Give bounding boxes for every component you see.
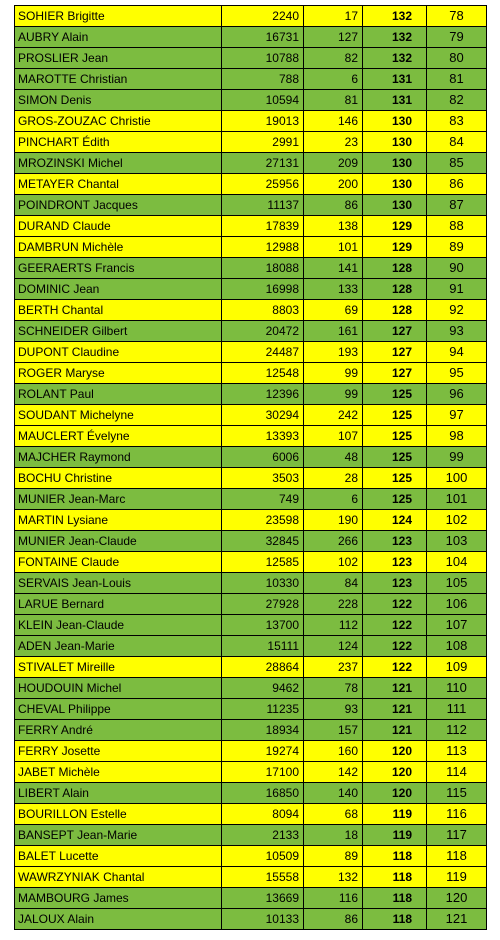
value-b-cell: 86 xyxy=(304,909,363,930)
value-a-cell: 11137 xyxy=(222,195,304,216)
rank-cell: 99 xyxy=(427,447,487,468)
value-b-cell: 17 xyxy=(304,6,363,27)
table-row xyxy=(15,783,487,804)
table-row xyxy=(15,363,487,384)
name-cell: SIMON Denis xyxy=(15,90,222,111)
name-cell: BERTH Chantal xyxy=(15,300,222,321)
value-a-cell: 16731 xyxy=(222,27,304,48)
rank-cell: 106 xyxy=(427,594,487,615)
value-a-cell: 27131 xyxy=(222,153,304,174)
table-row xyxy=(15,720,487,741)
value-b-cell: 86 xyxy=(304,195,363,216)
value-a-cell: 10594 xyxy=(222,90,304,111)
value-b-cell: 89 xyxy=(304,846,363,867)
score-cell: 130 xyxy=(363,174,427,195)
rank-cell: 89 xyxy=(427,237,487,258)
value-b-cell: 28 xyxy=(304,468,363,489)
value-b-cell: 160 xyxy=(304,741,363,762)
score-cell: 130 xyxy=(363,111,427,132)
score-cell: 121 xyxy=(363,720,427,741)
name-cell: MAUCLERT Évelyne xyxy=(15,426,222,447)
table-row xyxy=(15,153,487,174)
value-a-cell: 13669 xyxy=(222,888,304,909)
table-row xyxy=(15,384,487,405)
table-row xyxy=(15,888,487,909)
rank-cell: 104 xyxy=(427,552,487,573)
name-cell: MAMBOURG James xyxy=(15,888,222,909)
table-row xyxy=(15,111,487,132)
name-cell: CHEVAL Philippe xyxy=(15,699,222,720)
rank-cell: 86 xyxy=(427,174,487,195)
score-cell: 118 xyxy=(363,888,427,909)
value-a-cell: 9462 xyxy=(222,678,304,699)
table-row xyxy=(15,216,487,237)
rank-cell: 80 xyxy=(427,48,487,69)
value-b-cell: 242 xyxy=(304,405,363,426)
value-b-cell: 127 xyxy=(304,27,363,48)
score-cell: 123 xyxy=(363,552,427,573)
value-b-cell: 6 xyxy=(304,69,363,90)
name-cell: PROSLIER Jean xyxy=(15,48,222,69)
value-a-cell: 15111 xyxy=(222,636,304,657)
score-cell: 125 xyxy=(363,426,427,447)
value-a-cell: 18088 xyxy=(222,258,304,279)
table-row xyxy=(15,573,487,594)
score-cell: 123 xyxy=(363,573,427,594)
name-cell: GEERAERTS Francis xyxy=(15,258,222,279)
table-row xyxy=(15,657,487,678)
table-row xyxy=(15,741,487,762)
value-b-cell: 138 xyxy=(304,216,363,237)
rank-cell: 108 xyxy=(427,636,487,657)
score-cell: 127 xyxy=(363,321,427,342)
score-cell: 119 xyxy=(363,804,427,825)
score-cell: 120 xyxy=(363,762,427,783)
rank-cell: 88 xyxy=(427,216,487,237)
rank-cell: 87 xyxy=(427,195,487,216)
name-cell: LIBERT Alain xyxy=(15,783,222,804)
rank-cell: 85 xyxy=(427,153,487,174)
name-cell: ADEN Jean-Marie xyxy=(15,636,222,657)
value-a-cell: 8094 xyxy=(222,804,304,825)
score-cell: 118 xyxy=(363,846,427,867)
score-cell: 119 xyxy=(363,825,427,846)
rank-cell: 79 xyxy=(427,27,487,48)
value-b-cell: 18 xyxy=(304,825,363,846)
value-b-cell: 161 xyxy=(304,321,363,342)
value-b-cell: 266 xyxy=(304,531,363,552)
value-b-cell: 93 xyxy=(304,699,363,720)
score-cell: 129 xyxy=(363,237,427,258)
score-cell: 121 xyxy=(363,699,427,720)
name-cell: SOHIER Brigitte xyxy=(15,6,222,27)
score-cell: 132 xyxy=(363,6,427,27)
score-cell: 122 xyxy=(363,657,427,678)
value-b-cell: 48 xyxy=(304,447,363,468)
score-cell: 118 xyxy=(363,867,427,888)
rank-cell: 118 xyxy=(427,846,487,867)
rank-cell: 117 xyxy=(427,825,487,846)
rank-cell: 109 xyxy=(427,657,487,678)
name-cell: BALET Lucette xyxy=(15,846,222,867)
score-cell: 125 xyxy=(363,405,427,426)
value-b-cell: 190 xyxy=(304,510,363,531)
value-a-cell: 27928 xyxy=(222,594,304,615)
value-a-cell: 16998 xyxy=(222,279,304,300)
value-b-cell: 81 xyxy=(304,90,363,111)
table-row xyxy=(15,846,487,867)
name-cell: POINDRONT Jacques xyxy=(15,195,222,216)
value-a-cell: 19013 xyxy=(222,111,304,132)
value-b-cell: 209 xyxy=(304,153,363,174)
table-row xyxy=(15,6,487,27)
rank-cell: 96 xyxy=(427,384,487,405)
name-cell: WAWRZYNIAK Chantal xyxy=(15,867,222,888)
score-cell: 122 xyxy=(363,594,427,615)
value-a-cell: 30294 xyxy=(222,405,304,426)
value-a-cell: 788 xyxy=(222,69,304,90)
score-cell: 131 xyxy=(363,69,427,90)
value-a-cell: 15558 xyxy=(222,867,304,888)
table-row xyxy=(15,762,487,783)
value-a-cell: 23598 xyxy=(222,510,304,531)
table-row xyxy=(15,531,487,552)
rank-cell: 110 xyxy=(427,678,487,699)
table-row xyxy=(15,468,487,489)
value-b-cell: 132 xyxy=(304,867,363,888)
score-cell: 125 xyxy=(363,384,427,405)
value-b-cell: 23 xyxy=(304,132,363,153)
score-cell: 122 xyxy=(363,636,427,657)
table-row xyxy=(15,195,487,216)
name-cell: ROGER Maryse xyxy=(15,363,222,384)
name-cell: LARUE Bernard xyxy=(15,594,222,615)
name-cell: BOCHU Christine xyxy=(15,468,222,489)
value-b-cell: 146 xyxy=(304,111,363,132)
name-cell: HOUDOUIN Michel xyxy=(15,678,222,699)
rank-cell: 105 xyxy=(427,573,487,594)
rank-cell: 100 xyxy=(427,468,487,489)
rank-cell: 91 xyxy=(427,279,487,300)
name-cell: FONTAINE Claude xyxy=(15,552,222,573)
value-a-cell: 8803 xyxy=(222,300,304,321)
table-row xyxy=(15,90,487,111)
name-cell: MARTIN Lysiane xyxy=(15,510,222,531)
value-a-cell: 25956 xyxy=(222,174,304,195)
value-b-cell: 133 xyxy=(304,279,363,300)
name-cell: JALOUX Alain xyxy=(15,909,222,930)
name-cell: MAROTTE Christian xyxy=(15,69,222,90)
value-a-cell: 28864 xyxy=(222,657,304,678)
value-a-cell: 10788 xyxy=(222,48,304,69)
table-row xyxy=(15,867,487,888)
table-row xyxy=(15,237,487,258)
name-cell: FERRY Josette xyxy=(15,741,222,762)
table-row xyxy=(15,552,487,573)
value-a-cell: 2133 xyxy=(222,825,304,846)
value-a-cell: 13393 xyxy=(222,426,304,447)
name-cell: DOMINIC Jean xyxy=(15,279,222,300)
rank-cell: 82 xyxy=(427,90,487,111)
name-cell: MAJCHER Raymond xyxy=(15,447,222,468)
value-a-cell: 17839 xyxy=(222,216,304,237)
value-a-cell: 12988 xyxy=(222,237,304,258)
name-cell: AUBRY Alain xyxy=(15,27,222,48)
table-row xyxy=(15,636,487,657)
value-a-cell: 24487 xyxy=(222,342,304,363)
value-b-cell: 228 xyxy=(304,594,363,615)
rank-cell: 101 xyxy=(427,489,487,510)
value-a-cell: 18934 xyxy=(222,720,304,741)
name-cell: DUPONT Claudine xyxy=(15,342,222,363)
value-a-cell: 19274 xyxy=(222,741,304,762)
name-cell: SCHNEIDER Gilbert xyxy=(15,321,222,342)
value-b-cell: 193 xyxy=(304,342,363,363)
score-cell: 118 xyxy=(363,909,427,930)
rank-cell: 114 xyxy=(427,762,487,783)
name-cell: DAMBRUN Michèle xyxy=(15,237,222,258)
table-row xyxy=(15,174,487,195)
rank-cell: 111 xyxy=(427,699,487,720)
table-row xyxy=(15,909,487,930)
score-cell: 122 xyxy=(363,615,427,636)
value-a-cell: 20472 xyxy=(222,321,304,342)
name-cell: MROZINSKI Michel xyxy=(15,153,222,174)
table-row xyxy=(15,594,487,615)
score-cell: 130 xyxy=(363,195,427,216)
table-row xyxy=(15,342,487,363)
rank-cell: 121 xyxy=(427,909,487,930)
value-b-cell: 101 xyxy=(304,237,363,258)
rank-cell: 112 xyxy=(427,720,487,741)
score-cell: 125 xyxy=(363,468,427,489)
rank-cell: 84 xyxy=(427,132,487,153)
score-cell: 128 xyxy=(363,300,427,321)
value-b-cell: 6 xyxy=(304,489,363,510)
rank-cell: 83 xyxy=(427,111,487,132)
name-cell: BANSEPT Jean-Marie xyxy=(15,825,222,846)
value-b-cell: 69 xyxy=(304,300,363,321)
value-b-cell: 124 xyxy=(304,636,363,657)
score-cell: 124 xyxy=(363,510,427,531)
value-b-cell: 107 xyxy=(304,426,363,447)
name-cell: DURAND Claude xyxy=(15,216,222,237)
rank-cell: 102 xyxy=(427,510,487,531)
table-row xyxy=(15,489,487,510)
value-a-cell: 2991 xyxy=(222,132,304,153)
score-cell: 129 xyxy=(363,216,427,237)
value-b-cell: 84 xyxy=(304,573,363,594)
rank-cell: 113 xyxy=(427,741,487,762)
rank-cell: 97 xyxy=(427,405,487,426)
table-row xyxy=(15,48,487,69)
rank-cell: 78 xyxy=(427,6,487,27)
value-b-cell: 102 xyxy=(304,552,363,573)
table-row xyxy=(15,615,487,636)
table-row xyxy=(15,699,487,720)
value-b-cell: 140 xyxy=(304,783,363,804)
value-a-cell: 12548 xyxy=(222,363,304,384)
name-cell: ROLANT Paul xyxy=(15,384,222,405)
name-cell: PINCHART Édith xyxy=(15,132,222,153)
name-cell: SERVAIS Jean-Louis xyxy=(15,573,222,594)
value-a-cell: 6006 xyxy=(222,447,304,468)
name-cell: KLEIN Jean-Claude xyxy=(15,615,222,636)
value-b-cell: 99 xyxy=(304,363,363,384)
table-row xyxy=(15,804,487,825)
score-cell: 128 xyxy=(363,258,427,279)
value-a-cell: 13700 xyxy=(222,615,304,636)
rank-cell: 81 xyxy=(427,69,487,90)
score-cell: 130 xyxy=(363,132,427,153)
value-a-cell: 17100 xyxy=(222,762,304,783)
table-row xyxy=(15,321,487,342)
value-b-cell: 99 xyxy=(304,384,363,405)
rank-cell: 92 xyxy=(427,300,487,321)
value-b-cell: 116 xyxy=(304,888,363,909)
value-b-cell: 78 xyxy=(304,678,363,699)
value-a-cell: 10509 xyxy=(222,846,304,867)
name-cell: JABET Michèle xyxy=(15,762,222,783)
score-cell: 120 xyxy=(363,783,427,804)
score-cell: 132 xyxy=(363,48,427,69)
rank-cell: 94 xyxy=(427,342,487,363)
name-cell: GROS-ZOUZAC Christie xyxy=(15,111,222,132)
table-row xyxy=(15,678,487,699)
name-cell: SOUDANT Michelyne xyxy=(15,405,222,426)
table-row xyxy=(15,300,487,321)
score-cell: 132 xyxy=(363,27,427,48)
score-cell: 127 xyxy=(363,363,427,384)
score-cell: 125 xyxy=(363,489,427,510)
score-cell: 130 xyxy=(363,153,427,174)
ranking-table xyxy=(14,5,487,930)
value-b-cell: 82 xyxy=(304,48,363,69)
name-cell: MUNIER Jean-Claude xyxy=(15,531,222,552)
rank-cell: 115 xyxy=(427,783,487,804)
rank-cell: 103 xyxy=(427,531,487,552)
table-row xyxy=(15,258,487,279)
value-a-cell: 10330 xyxy=(222,573,304,594)
score-cell: 128 xyxy=(363,279,427,300)
rank-cell: 93 xyxy=(427,321,487,342)
table-row xyxy=(15,69,487,90)
name-cell: STIVALET Mireille xyxy=(15,657,222,678)
value-b-cell: 157 xyxy=(304,720,363,741)
table-row xyxy=(15,27,487,48)
value-a-cell: 12396 xyxy=(222,384,304,405)
value-a-cell: 749 xyxy=(222,489,304,510)
name-cell: FERRY André xyxy=(15,720,222,741)
table-row xyxy=(15,405,487,426)
name-cell: MUNIER Jean-Marc xyxy=(15,489,222,510)
value-b-cell: 200 xyxy=(304,174,363,195)
score-cell: 121 xyxy=(363,678,427,699)
score-cell: 123 xyxy=(363,531,427,552)
rank-cell: 90 xyxy=(427,258,487,279)
value-a-cell: 3503 xyxy=(222,468,304,489)
rank-cell: 98 xyxy=(427,426,487,447)
value-b-cell: 112 xyxy=(304,615,363,636)
rank-cell: 119 xyxy=(427,867,487,888)
name-cell: BOURILLON Estelle xyxy=(15,804,222,825)
rank-cell: 120 xyxy=(427,888,487,909)
value-b-cell: 68 xyxy=(304,804,363,825)
value-a-cell: 2240 xyxy=(222,6,304,27)
table-row xyxy=(15,279,487,300)
value-b-cell: 142 xyxy=(304,762,363,783)
table-row xyxy=(15,426,487,447)
value-a-cell: 11235 xyxy=(222,699,304,720)
table-row xyxy=(15,825,487,846)
score-cell: 120 xyxy=(363,741,427,762)
table-row xyxy=(15,447,487,468)
value-a-cell: 16850 xyxy=(222,783,304,804)
score-cell: 127 xyxy=(363,342,427,363)
rank-cell: 107 xyxy=(427,615,487,636)
rank-cell: 95 xyxy=(427,363,487,384)
table-row xyxy=(15,510,487,531)
value-b-cell: 237 xyxy=(304,657,363,678)
name-cell: METAYER Chantal xyxy=(15,174,222,195)
rank-cell: 116 xyxy=(427,804,487,825)
ranking-table-body xyxy=(15,6,487,930)
value-a-cell: 10133 xyxy=(222,909,304,930)
table-row xyxy=(15,132,487,153)
score-cell: 131 xyxy=(363,90,427,111)
value-a-cell: 32845 xyxy=(222,531,304,552)
value-b-cell: 141 xyxy=(304,258,363,279)
value-a-cell: 12585 xyxy=(222,552,304,573)
score-cell: 125 xyxy=(363,447,427,468)
